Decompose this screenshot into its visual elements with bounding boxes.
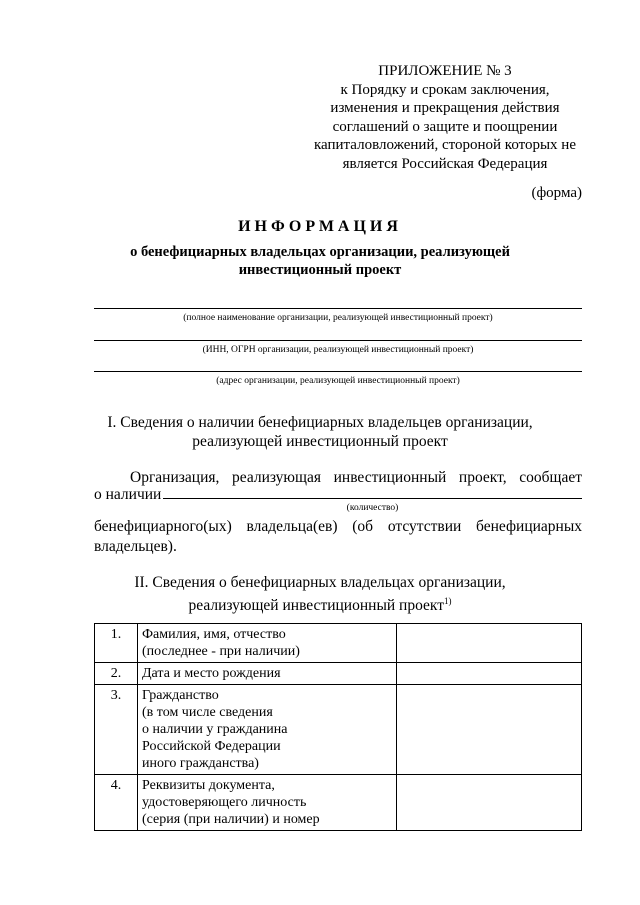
- row-label-line: Реквизиты документа,: [142, 778, 275, 793]
- section-1-line-2: реализующей инвестиционный проект: [192, 433, 448, 450]
- row-value-cell[interactable]: [397, 685, 582, 775]
- paragraph-line-1: Организация, реализующая инвестиционный проект, сообщает: [130, 469, 582, 486]
- beneficiary-table: [94, 623, 582, 831]
- appendix-line: изменения и прекращения действия: [330, 100, 560, 116]
- row-number: 2.: [95, 663, 138, 685]
- quantity-caption: (количество): [346, 503, 399, 513]
- document-title: ИНФОРМАЦИЯ: [238, 218, 402, 235]
- appendix-line: является Российская Федерация: [342, 155, 548, 172]
- row-value-cell[interactable]: [397, 775, 582, 831]
- paragraph-line-2: о наличии: [94, 486, 162, 503]
- subtitle-line-1: о бенефициарных владельцах организации, реализующей: [130, 244, 510, 260]
- row-value-cell[interactable]: [397, 624, 582, 663]
- section-2-heading: [60, 573, 580, 615]
- row-label-line: о наличии у гражданина: [142, 722, 288, 737]
- row-number: 4.: [95, 775, 138, 831]
- subtitle-line-2: инвестиционный проект: [238, 262, 402, 278]
- table-row: [95, 624, 582, 663]
- org-name-field-line: [94, 308, 582, 309]
- appendix-line: к Порядку и срокам заключения,: [340, 81, 550, 98]
- table-row: [95, 663, 582, 685]
- row-label-line: иного гражданства): [142, 756, 259, 771]
- inn-ogrn-caption: (ИНН, ОГРН организации, реализующей инвестиционный проект): [202, 345, 474, 355]
- address-caption: (адрес организации, реализующей инвестиционный проект): [216, 376, 460, 386]
- quantity-field-line: [163, 498, 582, 499]
- section-1-heading: [60, 413, 580, 451]
- document-subtitle: [60, 243, 580, 279]
- row-value-cell[interactable]: [397, 663, 582, 685]
- row-label-line: Дата и место рождения: [142, 666, 281, 681]
- row-label: [138, 663, 397, 685]
- appendix-header: [300, 62, 590, 173]
- row-label-line: Фамилия, имя, отчество: [142, 627, 286, 642]
- appendix-line: капиталовложений, стороной которых не: [313, 137, 576, 153]
- row-label: [138, 775, 397, 831]
- footnote-mark: 1): [444, 596, 452, 606]
- table-row: [95, 685, 582, 775]
- row-label-line: удостоверяющего личность: [142, 795, 307, 810]
- row-number: 3.: [95, 685, 138, 775]
- row-label-line: Гражданство: [142, 688, 219, 703]
- section-1-line-1: I. Сведения о наличии бенефициарных владельцев организации,: [107, 414, 533, 431]
- row-label: [138, 624, 397, 663]
- table-row: [95, 775, 582, 831]
- paragraph-line-3: бенефициарного(ых) владельца(ев) (об отсутствии бенефициарных: [94, 518, 582, 535]
- row-label-line: Российской Федерации: [142, 739, 281, 754]
- row-label-line: (последнее - при наличии): [142, 644, 300, 659]
- appendix-line: соглашений о защите и поощрении: [332, 118, 558, 135]
- appendix-line: ПРИЛОЖЕНИЕ № 3: [378, 63, 512, 79]
- org-name-caption: (полное наименование организации, реализующей инвестиционный проект): [183, 313, 493, 323]
- form-label: (форма): [531, 185, 582, 201]
- section-2-line-1: II. Сведения о бенефициарных владельцах организации,: [134, 574, 506, 591]
- row-number: 1.: [95, 624, 138, 663]
- section-2-line-2: [60, 592, 580, 615]
- inn-ogrn-field-line: [94, 340, 582, 341]
- section-2-line-2-text: реализующей инвестиционный проект: [188, 597, 444, 615]
- address-field-line: [94, 371, 582, 372]
- row-label-line: (серия (при наличии) и номер: [142, 812, 320, 827]
- paragraph-line-4: владельцев).: [94, 538, 177, 555]
- row-label-line: (в том числе сведения: [142, 705, 273, 720]
- row-label: [138, 685, 397, 775]
